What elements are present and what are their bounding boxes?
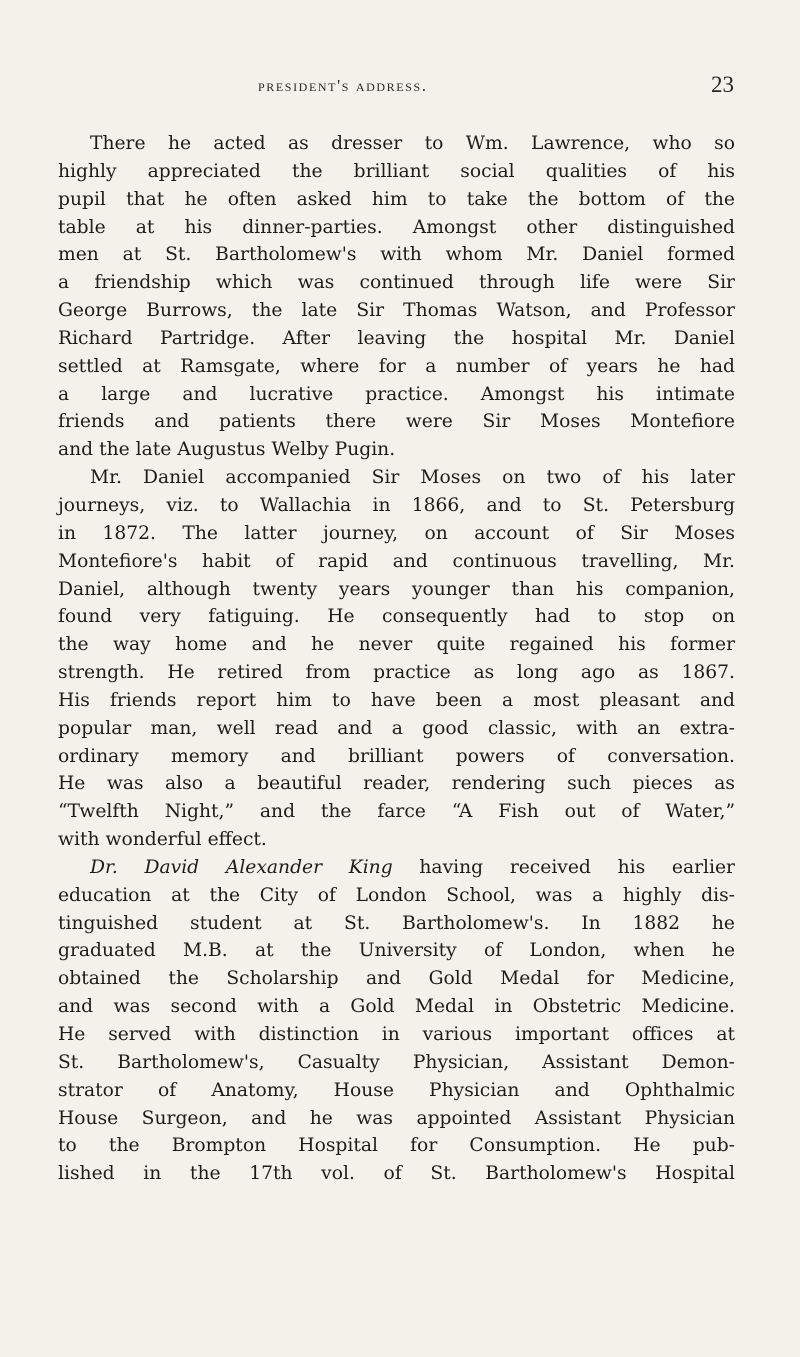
running-title: president's address.	[258, 76, 428, 95]
text-line: table at his dinner-parties. Amongst other distinguished	[58, 216, 735, 238]
text-line: Daniel, although twenty years younger than his companion,	[58, 578, 735, 600]
text-line: friends and patients there were Sir Moses Montefiore	[58, 411, 735, 433]
text-line: highly appreciated the brilliant social qualities of his	[58, 160, 735, 182]
text-line: tinguished student at St. Bartholomew's. In 1882 he	[58, 912, 735, 934]
text-line: found very fatiguing. He consequently had to stop on	[58, 606, 735, 628]
text-line: and was second with a Gold Medal in Obstetric Medicine.	[58, 996, 735, 1018]
text-line: education at the City of London School, was a highly dis-	[58, 884, 735, 906]
text-line: popular man, well read and a good classic, with an extra-	[58, 717, 735, 739]
person-name: Dr. David Alexander King	[90, 856, 393, 878]
paragraph-3	[58, 854, 735, 1188]
text-line: “Twelfth Night,” and the farce “A Fish out of Water,”	[58, 801, 735, 823]
text-line: He served with distinction in various important offices at	[58, 1024, 735, 1045]
text-line: obtained the Scholarship and Gold Medal for Medicine,	[58, 968, 735, 990]
text-line: graduated M.B. at the University of London, when he	[58, 940, 735, 962]
text-line: a large and lucrative practice. Amongst his intimate	[58, 383, 735, 405]
page-number: 23	[711, 72, 734, 97]
text-line: George Burrows, the late Sir Thomas Watson, and Professor	[58, 300, 735, 322]
text-line: He was also a beautiful reader, rendering such pieces as	[58, 773, 735, 795]
text-line: journeys, viz. to Wallachia in 1866, and to St. Petersburg	[58, 494, 735, 516]
text-line: There he acted as dresser to Wm. Lawrence, who so	[90, 133, 735, 154]
text-line: the way home and he never quite regained his former	[58, 634, 735, 656]
running-head	[0, 72, 800, 106]
text-line: to the Brompton Hospital for Consumption. He pub-	[58, 1135, 735, 1157]
text-line: strator of Anatomy, House Physician and Ophthalmic	[58, 1079, 735, 1101]
line-remainder: having received his earlier	[392, 856, 735, 878]
body-text	[58, 130, 735, 1188]
text-line: St. Bartholomew's, Casualty Physician, Assistant Demon-	[58, 1051, 735, 1073]
text-line: pupil that he often asked him to take the bottom of the	[58, 188, 735, 210]
text-line: and the late Augustus Welby Pugin.	[58, 439, 396, 461]
text-line: in 1872. The latter journey, on account of Sir Moses	[58, 522, 735, 544]
text-line: ordinary memory and brilliant powers of conversation.	[58, 745, 735, 767]
text-line: Montefiore's habit of rapid and continuous travelling, Mr.	[58, 550, 735, 572]
paragraph-2	[58, 464, 735, 854]
text-line: a friendship which was continued through life were Sir	[58, 272, 735, 294]
text-line: men at St. Bartholomew's with whom Mr. Daniel formed	[58, 244, 735, 266]
paragraph-1	[58, 130, 735, 464]
text-line: Mr. Daniel accompanied Sir Moses on two of his later	[90, 467, 735, 489]
text-line: strength. He retired from practice as long ago as 1867.	[58, 662, 735, 684]
text-line	[58, 854, 735, 882]
text-line: Richard Partridge. After leaving the hospital Mr. Daniel	[58, 327, 735, 349]
text-line: His friends report him to have been a most pleasant and	[58, 689, 735, 711]
text-line: with wonderful effect.	[58, 829, 267, 851]
text-line: lished in the 17th vol. of St. Bartholomew's Hospital	[58, 1163, 735, 1185]
text-line: House Surgeon, and he was appointed Assistant Physician	[58, 1107, 735, 1129]
text-line: settled at Ramsgate, where for a number of years he had	[58, 355, 735, 377]
